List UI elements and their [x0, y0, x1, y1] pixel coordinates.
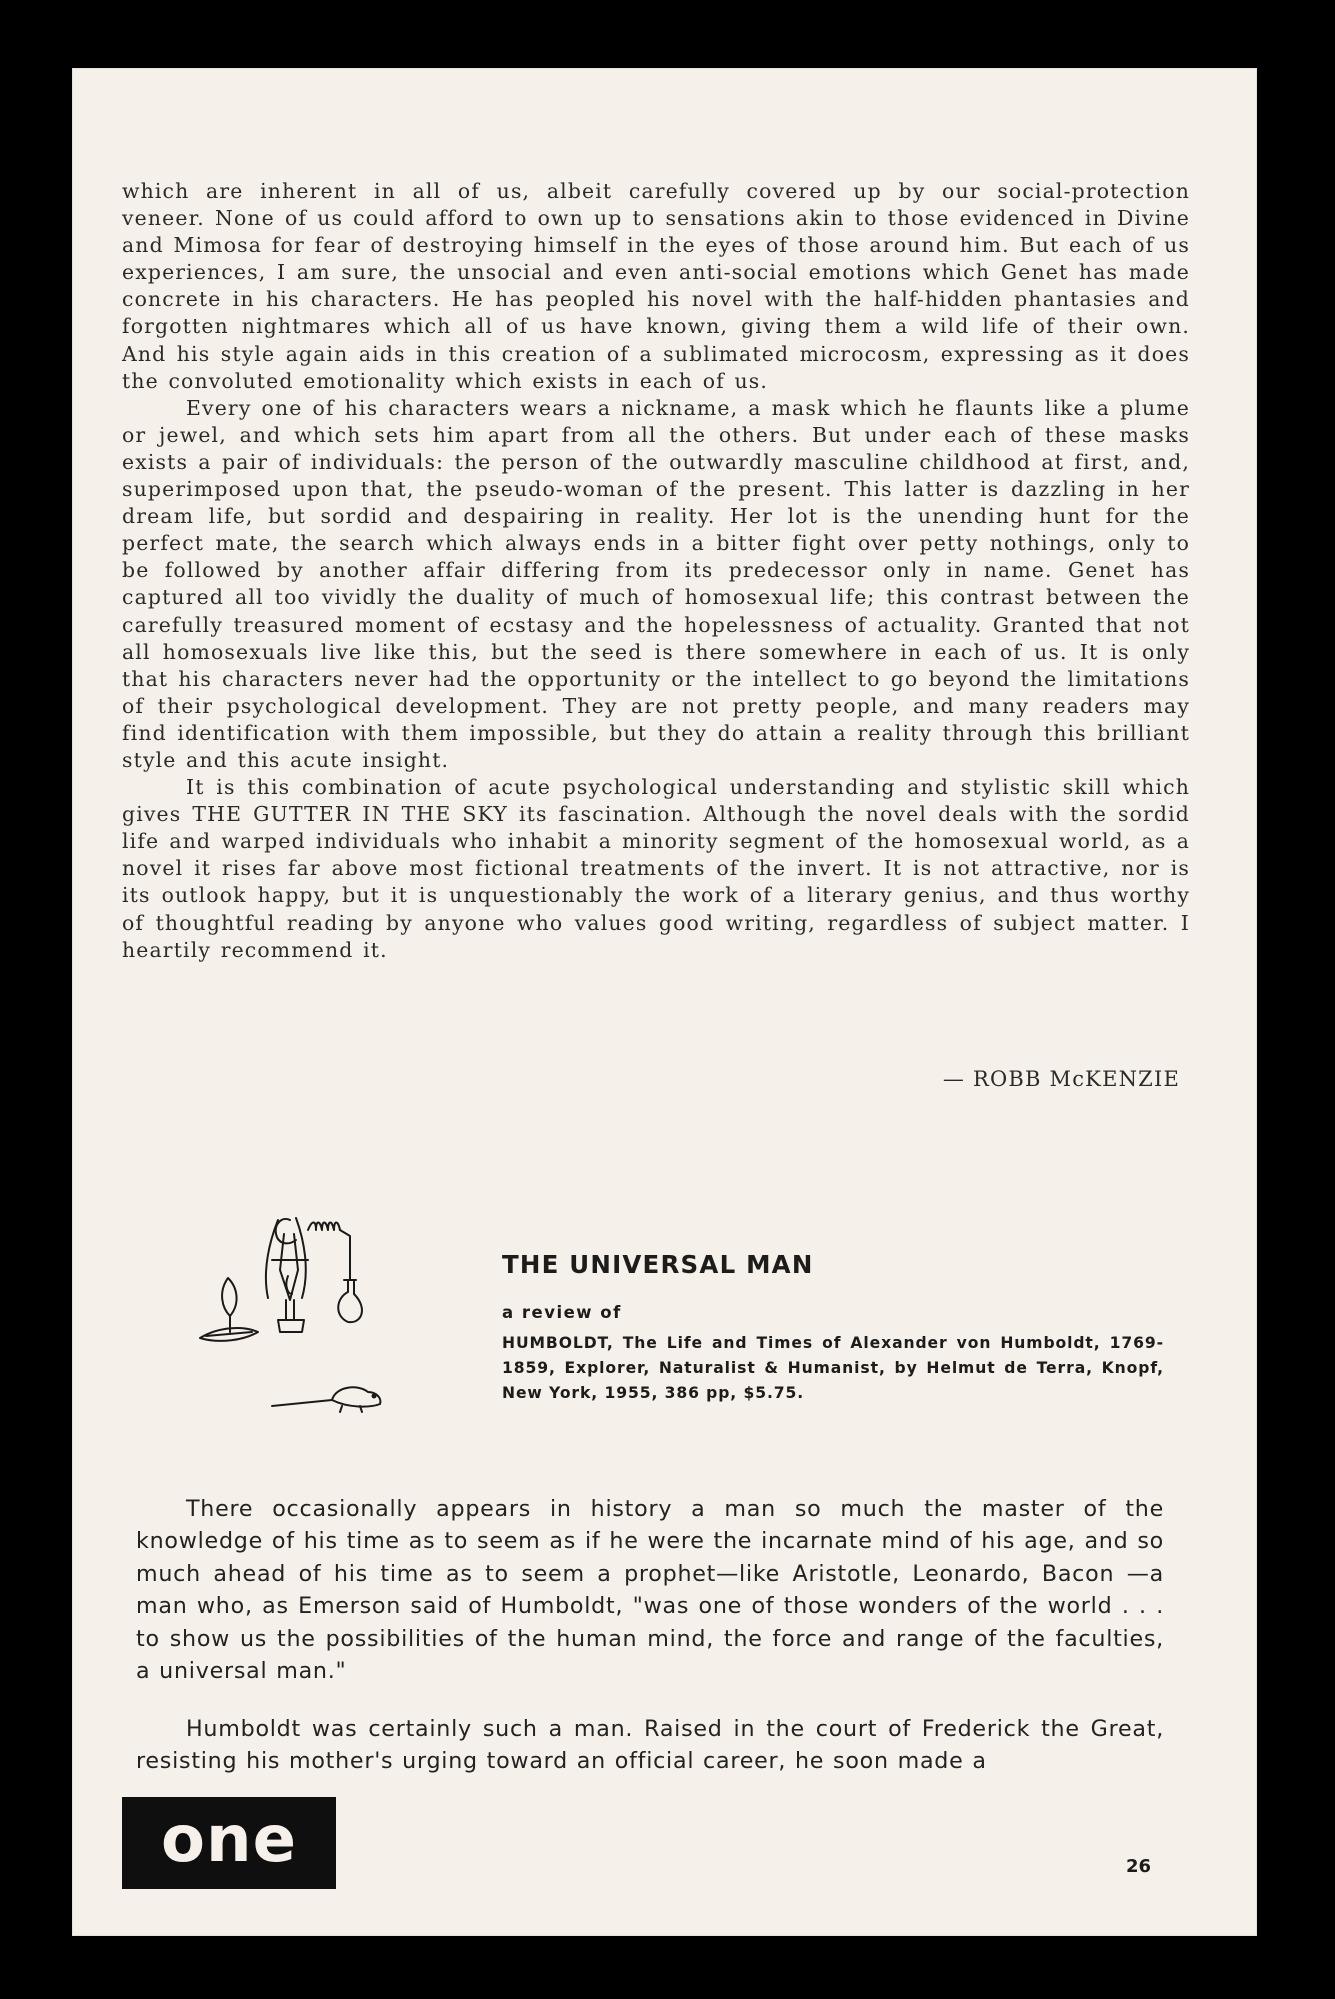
one-magazine-logo: one: [122, 1797, 336, 1889]
review2-body-paragraph-1: [136, 1493, 1164, 1687]
review2-body-paragraph-2: [136, 1713, 1164, 1778]
reviewer-signature: — ROBB McKENZIE: [942, 1067, 1180, 1091]
review-subtitle: a review of: [502, 1303, 622, 1322]
page-number: 26: [1126, 1856, 1152, 1877]
review2-paragraph-1: There occasionally appears in history a man so much the master of the knowledge of his time as to seem as if he were the incarnate mind of his age, and so much ahead of his time as to seem a prophet—like Aristotle, Leonardo, Bacon —a man who, as Emerson said of Humboldt, "was one of those wonders of the world . . . to show us the possibilities of the human mind, the force and range of the faculties, a universal man.": [136, 1496, 1164, 1685]
review1-paragraph-3: It is this combination of acute psychological understanding and stylistic skill which gives THE GUTTER IN THE SKY its fascination. Although the novel deals with the sordid life and warped individuals who inhabit a minority segment of the homosexual world, as a novel it rises far above most fictional treatments of the invert. It is not attractive, nor is its outlook happy, but it is unquestionably the work of a literary genius, and thus worthy of thoughtful reading by anyone who values good writing, regardless of subject matter. I heartily recommend it.: [122, 775, 1190, 962]
review1-paragraph-2: Every one of his characters wears a nickname, a mask which he flaunts like a plume or jewel, and which sets him apart from all the others. But under each of these masks exists a pair of individuals: the person of the outwardly masculine childhood at first, and, superimposed upon that, the pseudo-woman of the present. This latter is dazzling in her dream life, but sordid and despairing in reality. Her lot is the unending hunt for the perfect mate, the search which always ends in a bitter fight over petty nothings, only to be followed by another affair differing from its predecessor only in name. Genet has captured all too vividly the duality of much of homosexual life; this contrast between the carefully treasured moment of ecstasy and the hopelessness of actuality. Granted that not all homosexuals live like this, but the seed is there somewhere in each of us. It is only that his characters never had the opportunity or the intellect to go beyond the limitations of their psychological development. They are not pretty people, and many readers may find identification with them impossible, but they do attain a reality through this brilliant style and this acute insight.: [122, 395, 1190, 772]
review-title: THE UNIVERSAL MAN: [502, 1250, 814, 1279]
review1-paragraph-1: which are inherent in all of us, albeit carefully covered up by our social-protection veneer. None of us could afford to own up to sensations akin to those evidenced in Divine and Mimosa for fear of destroying himself in the eyes of those around him. But each of us experiences, I am sure, the unsocial and even anti-social emotions which Genet has made concrete in his characters. He has peopled his novel with the half-hidden phantasies and forgotten nightmares which all of us have known, giving them a wild life of their own. And his style again aids in this creation of a sublimated microcosm, expressing as it does the convoluted emotionality which exists in each of us.: [122, 179, 1190, 393]
review-gutter-in-the-sky-text: [122, 178, 1190, 964]
naturalist-sketch-illustration: [192, 1200, 462, 1420]
review2-paragraph-2: Humboldt was certainly such a man. Raised in the court of Frederick the Great, resisting his mother's urging toward an official career, he soon made a: [136, 1716, 1164, 1775]
book-citation: HUMBOLDT, The Life and Times of Alexander von Humboldt, 1769-1859, Explorer, Naturalist & Humanist, by Helmut de Terra, Knopf, New York, 1955, 386 pp, $5.75.: [502, 1334, 1164, 1402]
